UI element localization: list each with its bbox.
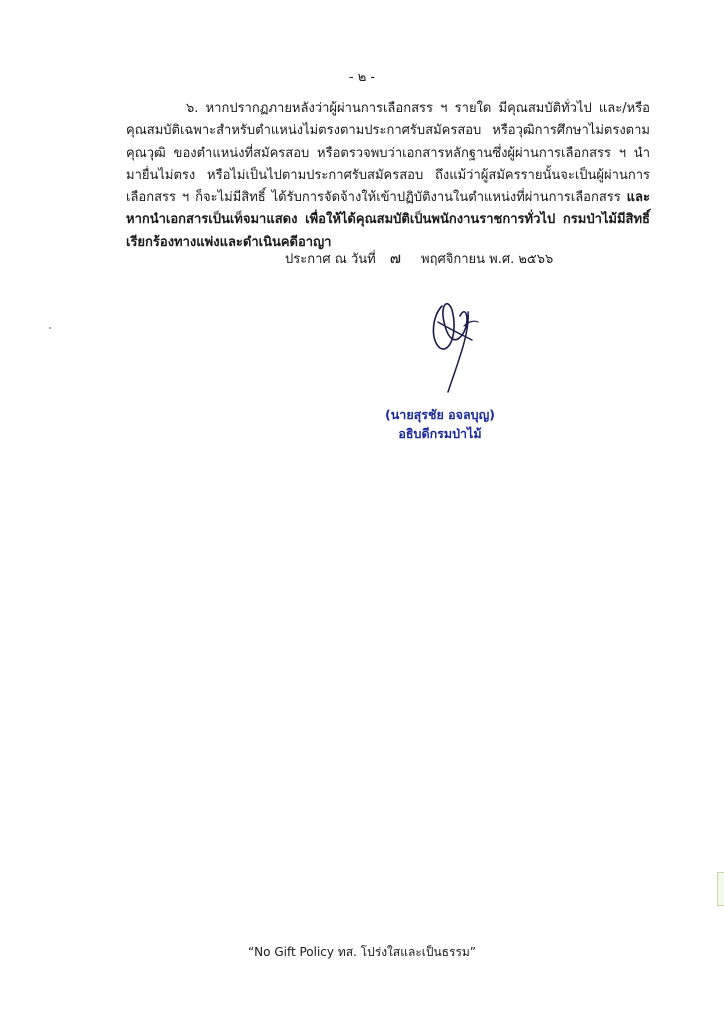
announcement-month-year: พฤศจิกายน พ.ศ. ๒๕๖๖ [421,252,554,267]
clause-6-bold-text: และหากนำเอกสารเป็นเท็จมาแสดง เพื่อให้ได้คุณสมบัติเป็นพนักงานราชการทั่วไป กรมป่าไม้มีสิทธิ์เรียกร้องทางแพ่งและดำเนินคดีอาญา [126,190,650,250]
edge-tab-mark [717,872,724,906]
clause-6-text: ๖. หากปรากฏภายหลังว่าผู้ผ่านการเลือกสรร ฯ รายใด มีคุณสมบัติทั่วไป และ/หรือ คุณสมบัติเฉพาะสำหรับตำแหน่งไม่ตรงตามประกาศรับสมัครสอบ หรือวุฒิการศึกษาไม่ตรงตามคุณวุฒิ ของตำแหน่งที่สมัครสอบ หรือตรวจพบว่าเอกสารหลักฐานซึ่งผู้ผ่านการเลือกสรร ฯ นำมายื่นไม่ตรง หรือไม่เป็นไปตามประกาศรับสมัครสอบ ถึงแม้ว่าผู้สมัครรายนั้นจะเป็นผู้ผ่านการเลือกสรร ฯ ก็จะไม่มีสิทธิ์ ได้รับการจัดจ้างให้เข้าปฏิบัติงานในตำแหน่งที่ผ่านการเลือกสรร [126,101,650,206]
page-number: - ๒ - [348,70,376,85]
clause-6-paragraph [126,98,650,254]
footer-slogan: “No Gift Policy ทส. โปร่งใสและเป็นธรรม” [247,945,477,959]
handwritten-signature [418,282,488,402]
signer-title: อธิบดีกรมป่าไม้ [398,426,482,441]
signer-name: (นายสุรชัย อจลบุญ) [385,407,495,422]
announcement-day: ๗ [389,249,402,267]
announcement-prefix: ประกาศ ณ วันที่ [285,252,376,267]
signer-block [340,405,540,443]
announcement-date-line [285,246,553,270]
scan-speck [49,327,51,329]
